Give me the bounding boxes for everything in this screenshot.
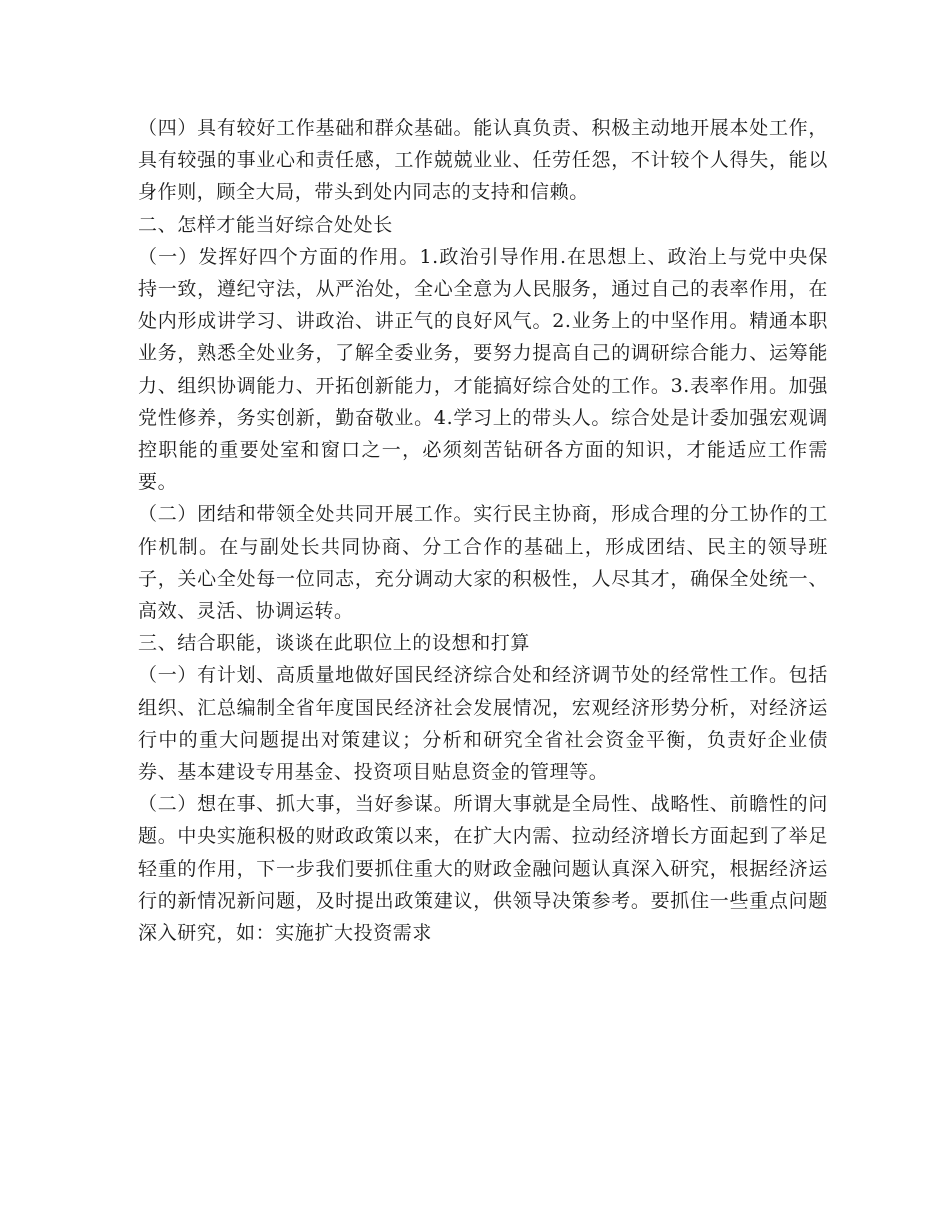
paragraph-unite-lead: （二）团结和带领全处共同开展工作。实行民主协商，形成合理的分工协作的工作机制。在与副处长共同协商、分工合作的基础上，形成团结、民主的领导班子，关心全处每一位同志，充分调动大家的积极性，人尽其才，确保全处统一、高效、灵活、协调运转。: [138, 503, 828, 623]
paragraph-section-4-foundation: （四）具有较好工作基础和群众基础。能认真负责、积极主动地开展本处工作，具有较强的事业心和责任感，工作兢兢业业、任劳任怨，不计较个人得失，能以身作则，顾全大局，带头到处内同志的支持和信赖。: [138, 117, 828, 204]
heading-section-2: 二、怎样才能当好综合处处长: [138, 213, 393, 236]
paragraph-routine-work: （一）有计划、高质量地做好国民经济综合处和经济调节处的经常性工作。包括组织、汇总编制全省年度国民经济社会发展情况，宏观经济形势分析，对经济运行中的重大问题提出对策建议；分析和研究全省社会资金平衡，负责好企业债券、基本建设专用基金、投资项目贴息资金的管理等。: [138, 664, 828, 784]
heading-section-3: 三、结合职能，谈谈在此职位上的设想和打算: [138, 632, 531, 655]
document-body: [138, 112, 828, 949]
paragraph-four-roles: （一）发挥好四个方面的作用。1.政治引导作用.在思想上、政治上与党中央保持一致，遵纪守法，从严治处，全心全意为人民服务，通过自己的表率作用，在处内形成讲学习、讲政治、讲正气的良好风气。2.业务上的中坚作用。精通本职业务，熟悉全处业务，了解全委业务，要努力提高自己的调研综合能力、运筹能力、组织协调能力、开拓创新能力，才能搞好综合处的工作。3.表率作用。加强党性修养，务实创新，勤奋敬业。4.学习上的带头人。综合处是计委加强宏观调控职能的重要处室和窗口之一，必须刻苦钻研各方面的知识，才能适应工作需要。: [138, 245, 828, 494]
paragraph-big-issues: （二）想在事、抓大事，当好参谋。所谓大事就是全局性、战略性、前瞻性的问题。中央实施积极的财政政策以来，在扩大内需、拉动经济增长方面起到了举足轻重的作用，下一步我们要抓住重大的财政金融问题认真深入研究，根据经济运行的新情况新问题，及时提出政策建议，供领导决策参考。要抓住一些重点问题深入研究，如：实施扩大投资需求: [138, 793, 828, 945]
